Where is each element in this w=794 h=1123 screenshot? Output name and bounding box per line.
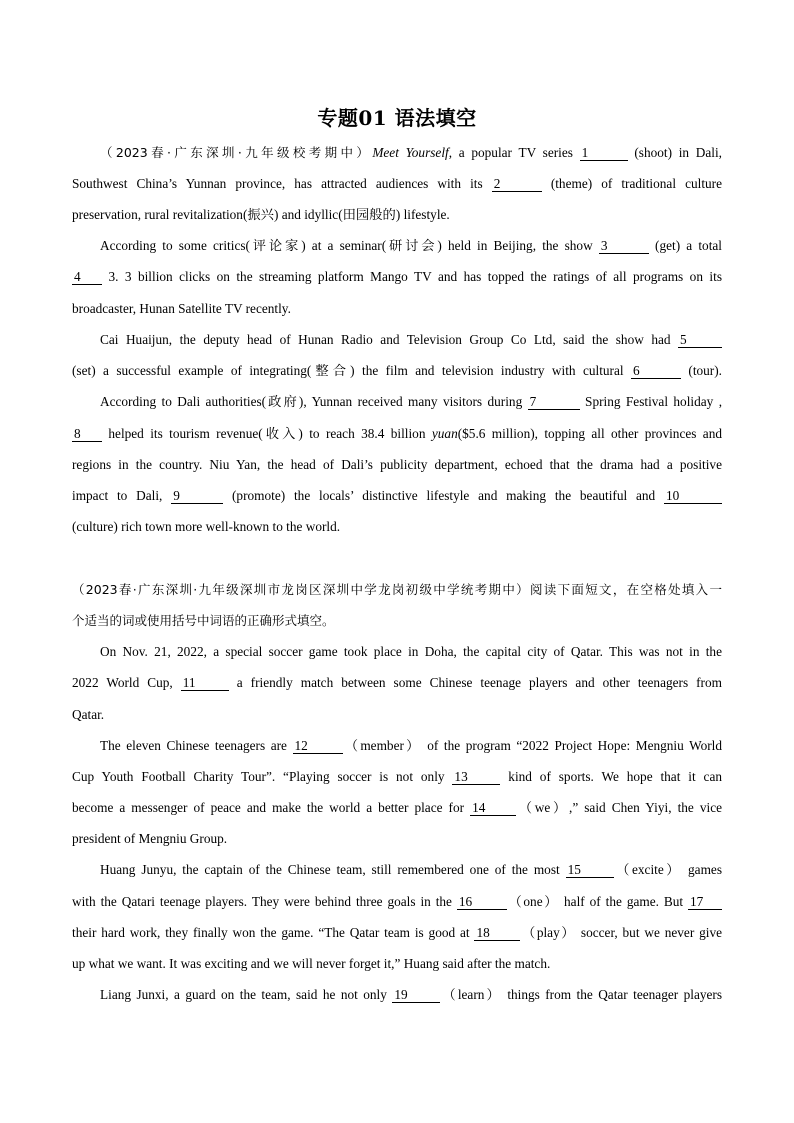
- blank-15[interactable]: 15: [566, 863, 614, 878]
- blank-4[interactable]: 4: [72, 270, 102, 285]
- blank-5[interactable]: 5: [678, 333, 722, 348]
- passage2-line-1: On Nov. 21, 2022, a special soccer game took place in Doha, the capital city of Qatar. This was not in the: [100, 644, 722, 659]
- blank-7[interactable]: 7: [528, 395, 580, 410]
- passage1-line-5: 4 3. 3 billion clicks on the streaming platform Mango TV and has topped the ratings of all programs on its: [74, 269, 722, 284]
- blank-13[interactable]: 13: [452, 770, 500, 785]
- passage2-line-2: 2022 World Cup, 11 a friendly match between some Chinese teenage players and other teenagers from: [72, 675, 722, 690]
- blank-10[interactable]: 10: [664, 489, 722, 504]
- passage2-instruction-2: 个适当的词或使用括号中词语的正确形式填空。: [72, 613, 335, 628]
- passage1-line-2: Southwest China’s Yunnan province, has attracted audiences with its 2 (theme) of traditional culture: [72, 176, 722, 191]
- passage2-instruction-1: （2023春·广东深圳·九年级深圳市龙岗区深圳中学龙岗初级中学统考期中）阅读下面短文，在空格处填入一: [72, 582, 722, 597]
- blank-2[interactable]: 2: [492, 177, 542, 192]
- passage2-line-5: Cup Youth Football Charity Tour”. “Playing soccer is not only 13 kind of sports. We hope that it can: [72, 769, 722, 784]
- passage1-line-11: regions in the country. Niu Yan, the head of Dali’s publicity department, echoed that the drama had a positive: [72, 457, 722, 472]
- passage1-line-12: impact to Dali, 9 (promote) the locals’ distinctive lifestyle and making the beautiful and 10: [72, 487, 722, 505]
- passage1-line-1: （2023春·广东深圳·九年级校考期中）Meet Yourself, a popular TV series 1 (shoot) in Dali,: [100, 145, 723, 160]
- passage1-line-6: broadcaster, Hunan Satellite TV recently.: [72, 301, 291, 316]
- series-title: Meet Yourself: [372, 145, 449, 160]
- passage1-line-9: According to Dali authorities(政府), Yunnan received many visitors during 7 Spring Festival holiday ,: [100, 394, 723, 409]
- passage2-line-9: with the Qatari teenage players. They were behind three goals in the 16 （one） half of the game. But 17: [72, 893, 722, 911]
- blank-19[interactable]: 19: [392, 988, 440, 1003]
- passage1-line-7: Cai Huaijun, the deputy head of Hunan Radio and Television Group Co Ltd, said the show had 5: [100, 331, 722, 349]
- blank-14[interactable]: 14: [470, 801, 516, 816]
- blank-3[interactable]: 3: [599, 239, 649, 254]
- passage2-line-12: Liang Junxi, a guard on the team, said he not only 19 （learn） things from the Qatar teenager players: [100, 987, 722, 1002]
- passage2-line-11: up what we want. It was exciting and we will never forget it,” Huang said after the match.: [72, 956, 551, 971]
- blank-6[interactable]: 6: [631, 364, 681, 379]
- passage2-line-8: Huang Junyu, the captain of the Chinese team, still remembered one of the most 15 （excite） games: [100, 862, 722, 877]
- passage2-line-4: The eleven Chinese teenagers are 12 （member） of the program “2022 Project Hope: Mengniu World: [100, 738, 723, 753]
- blank-17[interactable]: 17: [688, 895, 722, 910]
- blank-11[interactable]: 11: [181, 676, 229, 691]
- passage1-line-8: (set) a successful example of integrating(整合) the film and television industry with cultural 6 (tour).: [72, 363, 722, 378]
- blank-8[interactable]: 8: [72, 427, 102, 442]
- blank-12[interactable]: 12: [293, 739, 343, 754]
- passage2-line-6: become a messenger of peace and make the world a better place for 14 （we）,” said Chen Yiyi, the vice: [72, 800, 722, 815]
- page-title: 专题01 语法填空: [317, 106, 477, 130]
- blank-9[interactable]: 9: [171, 489, 223, 504]
- passage1-line-13: (culture) rich town more well-known to the world.: [72, 519, 341, 534]
- passage1-line-3: preservation, rural revitalization(振兴) and idyllic(田园般的) lifestyle.: [72, 207, 450, 222]
- passage1-line-4: According to some critics(评论家) at a seminar(研讨会) held in Beijing, the show 3 (get) a total: [100, 238, 722, 253]
- passage2-line-3: Qatar.: [72, 707, 105, 722]
- blank-1[interactable]: 1: [580, 146, 628, 161]
- passage2-line-7: president of Mengniu Group.: [72, 831, 228, 846]
- source-label: （2023春·广东深圳·九年级校考期中）: [100, 145, 373, 160]
- blank-16[interactable]: 16: [457, 895, 507, 910]
- passage1-line-10: 8 helped its tourism revenue(收入) to reach 38.4 billion yuan($5.6 million), topping all other provinces and: [74, 426, 723, 441]
- blank-18[interactable]: 18: [474, 926, 520, 941]
- passage2-line-10: their hard work, they finally won the game. “The Qatar team is good at 18 （play） soccer, but we never give: [72, 925, 722, 940]
